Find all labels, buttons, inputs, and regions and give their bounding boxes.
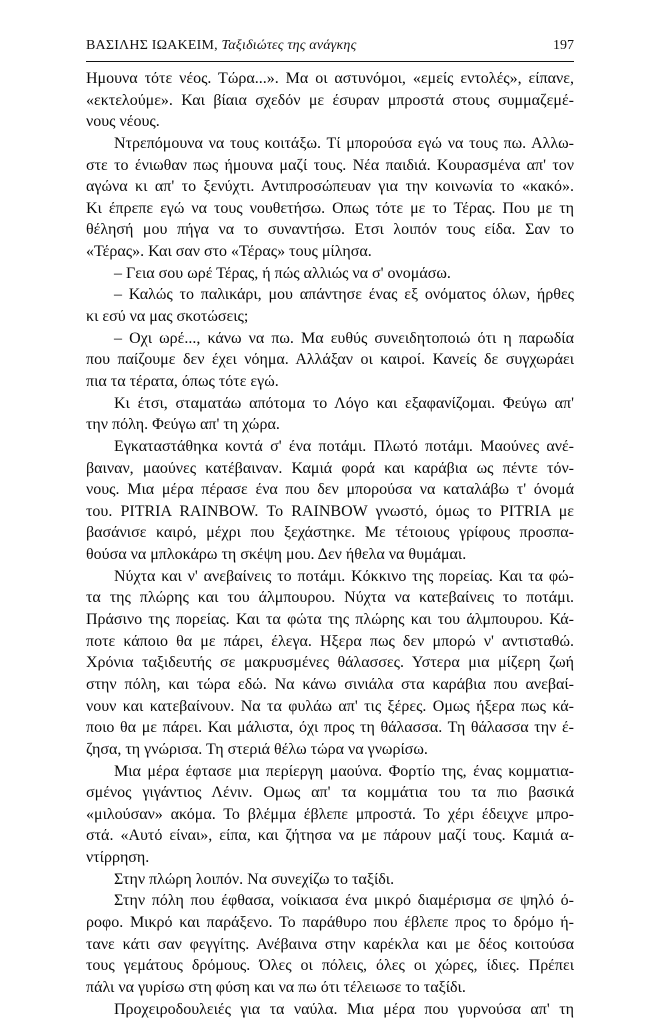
- text-line: «Τέρας». Και σαν στο «Τέρας» τους μίλησα.: [86, 243, 372, 261]
- text-line: Εγκαταστάθηκα κοντά σ' ένα ποτάμι. Πλωτό ποτάμι. Μαούνες ανέ-: [114, 437, 574, 455]
- text-line: βασάνισε καιρό, μέχρι που ξεχάστηκε. Με τέτοιους γρίφους προσπα-: [86, 524, 574, 542]
- text-line: του. PITRIA RAINBOW. Το RAINBOW γνωστό, όμως το PITRIA με: [86, 502, 574, 520]
- text-line: πάλι να γυρίσω στη φύση και να πω ότι τέλειωσε το ταξίδι.: [86, 978, 466, 996]
- text-line: θούσα να μπλοκάρω τη σκέψη μου. Δεν ήθελα να θυμάμαι.: [86, 546, 467, 564]
- text-line: ζησα, τη γνώρισα. Τη στεριά θέλω τώρα να γνωρίσω.: [86, 740, 428, 758]
- text-line: «εκτελούμε». Και βίαια σχεδόν με έσυραν μπροστά στους συμμαζεμέ-: [86, 91, 574, 109]
- text-line: που παίζουμε δεν έχει νόημα. Αλλάξαν οι καιροί. Κανείς δε συγχωράει: [86, 351, 574, 369]
- text-line: στην πόλη, και τώρα εδώ. Να κάνω σινιάλα στα καράβια που ανεβαί-: [86, 675, 574, 693]
- text-line: σμένος γιγάντιος Λένιν. Ομως απ' τα κομμάτια του τα πιο βασικά: [86, 784, 574, 802]
- text-line: τανε κάτι σαν φεγγίτης. Ανέβαινα στην καρέκλα και με δέος κοιτούσα: [86, 935, 574, 953]
- text-line: νους. Μια μέρα πέρασε ένα που δεν μπορούσα να καταλάβω τ' όνομά: [86, 481, 574, 499]
- text-line: – Οχι ωρέ..., κάνω να πω. Μα ευθύς συνειδητοποιώ ότι η παρωδία: [114, 329, 574, 347]
- author-name: ΒΑΣΙΛΗΣ ΙΩΑΚΕΙΜ,: [86, 38, 218, 53]
- text-line: στά. «Αυτό είναι», είπα, και ζήτησα να με πάρουν μαζί τους. Καμιά α-: [86, 827, 574, 845]
- text-line: κι εσύ να μας σκοτώσεις;: [86, 308, 249, 326]
- text-line: Ντρεπόμουνα να τους κοιτάξω. Τί μπορούσα εγώ να τους πω. Αλλω-: [114, 134, 574, 152]
- text-line: τα της πλώρης και του άλμπουρου. Νύχτα να κατεβαίνεις το ποτάμι.: [86, 589, 574, 607]
- book-title: Ταξιδιώτες της ανάγκης: [221, 38, 357, 53]
- text-line: Κι έπρεπε εγώ να τους νουθετήσω. Οπως τότε με το Τέρας. Που με τη: [86, 199, 574, 217]
- page-number: 197: [553, 38, 574, 53]
- text-line: Πράσινο της πορείας. Και τα φώτα της πλώρης και του άλμπουρου. Κά-: [86, 611, 574, 629]
- text-line: Στην πλώρη λοιπόν. Να συνεχίζω το ταξίδι.: [114, 870, 395, 888]
- text-line: Χρόνια ταξιδευτής σε μακρυσμένες θάλασσες. Υστερα μια μίζερη ζωή: [86, 654, 574, 672]
- text-line: «μιλούσαν» ακόμα. Το βλέμμα έβλεπε μπροστά. Το χέρι έδειχνε μπρο-: [86, 805, 574, 823]
- text-line: αγώνα κι απ' το ξενύχτι. Αντιπροσώπευαν για την κοινωνία το «κακό».: [86, 178, 574, 196]
- text-line: ποιο θα με πάρει. Και μάλιστα, όχι προς τη θάλασσα. Τη θάλασσα την έ-: [86, 719, 574, 737]
- text-line: Νύχτα και ν' ανεβαίνεις το ποτάμι. Κόκκινο της πορείας. Και τα φώ-: [114, 567, 574, 585]
- text-line: βαιναν, μαούνες κατέβαιναν. Καμιά φορά και καράβια ως πέντε τόν-: [86, 459, 574, 477]
- text-line: ποτε κάποιο θα με πάρει, έλεγα. Ηξερα πως δεν μπορώ ν' αντισταθώ.: [86, 632, 574, 650]
- body-text: [86, 68, 574, 1020]
- text-line: την πόλη. Φεύγω απ' τη χώρα.: [86, 416, 280, 434]
- text-line: τους γεμάτους δρόμους. Όλες οι πόλεις, όλες οι χώρες, ίδιες. Πρέπει: [86, 957, 574, 975]
- text-line: ντίρρηση.: [86, 849, 150, 867]
- running-head-text: [86, 38, 356, 54]
- text-line: Ημουνα τότε νέος. Τώρα...». Μα οι αστυνόμοι, «εμείς εντολές», είπανε,: [86, 70, 574, 87]
- text-line: πια τα τέρατα, όπως τότε εγώ.: [86, 372, 279, 390]
- text-line: Μια μέρα έφτασε μια περίεργη μαούνα. Φορτίο της, ένας κομματια-: [114, 762, 574, 780]
- text-line: Προχειροδουλειές για τα ναύλα. Μια μέρα που γυρνούσα απ' τη: [114, 1000, 574, 1018]
- text-line: – Καλώς το παλικάρι, μου απάντησε ένας εξ ονόματος όλων, ήρθες: [114, 286, 574, 304]
- text-line: νουν και κατεβαίνουν. Να τα φυλάω απ' τις ξέρες. Ομως ήξερα πως κά-: [86, 697, 574, 715]
- text-line: Στην πόλη που έφθασα, νοίκιασα ένα μικρό διαμέρισμα σε ψηλό ό-: [114, 892, 574, 910]
- text-line: στε το ένιωθαν πως ήμουνα μαζί τους. Νέα παιδιά. Κουρασμένα απ' τον: [86, 156, 574, 174]
- text-line: ροφο. Μικρό και παράξενο. Το παράθυρο που έβλεπε προς το δρόμο ή-: [86, 913, 574, 931]
- header-rule: [86, 61, 574, 62]
- text-line: νους νέους.: [86, 113, 160, 131]
- text-line: θέλησή μου πήγα να το συναντήσω. Ετσι λοιπόν τους είδα. Σαν το: [86, 221, 574, 239]
- text-line: – Γεια σου ωρέ Τέρας, ή πώς αλλιώς να σ' ονομάσω.: [114, 264, 451, 282]
- text-line: Κι έτσι, σταματάω απότομα το Λόγο και εξαφανίζομαι. Φεύγω απ': [114, 394, 574, 412]
- running-head: [86, 38, 574, 58]
